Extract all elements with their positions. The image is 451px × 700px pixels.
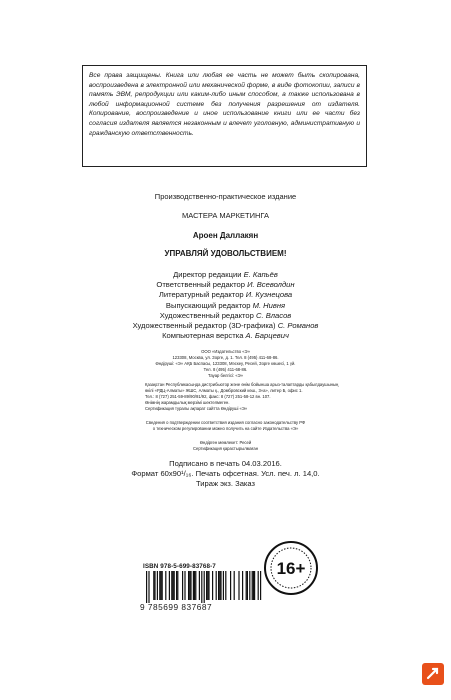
barcode-bar [220, 571, 221, 600]
print-line: Формат 60x90¹/₁₆. Печать офсетная. Усл. печ. л. 14,0. [131, 469, 320, 478]
barcode-bar [260, 571, 261, 600]
staff-credit-line [0, 270, 451, 280]
barcode-bar [199, 571, 200, 600]
barcode-bar [159, 571, 160, 600]
publisher-line: Тауар белгісі: «Э» [208, 372, 243, 378]
barcode-bar [223, 571, 224, 600]
barcode-bar [174, 571, 175, 600]
barcode-bar [216, 571, 217, 600]
barcode-bar [252, 571, 253, 600]
staff-role: Художественный редактор (3D-графика) [132, 321, 276, 331]
barcode-bar [182, 571, 183, 600]
barcode-bar [246, 571, 247, 600]
barcode-bar [195, 571, 196, 600]
barcode-bar [157, 571, 158, 600]
publisher-line: 123308, Москва, ул. Зорге, д. 1. Тел. 8 (495) 411-68-86. [172, 354, 279, 360]
barcode-bar [247, 571, 248, 600]
staff-role: Литературный редактор [158, 290, 244, 300]
barcode-bar [201, 571, 202, 603]
origin-info [0, 440, 451, 452]
barcode [143, 571, 265, 603]
publisher-logo-icon [422, 663, 444, 685]
law-line: о техническом регулировании можно получить на сайте Издательства «Э» [152, 425, 299, 431]
barcode-bar [218, 571, 219, 600]
publisher-line: ООО «Издательство «Э» [201, 349, 250, 354]
staff-name: И. Всеволдин [247, 280, 295, 290]
barcode-bar [146, 571, 147, 603]
staff-credit-line [0, 290, 451, 300]
barcode-bar [206, 571, 207, 600]
staff-role: Художественный редактор [159, 310, 254, 320]
barcode-bar [219, 571, 220, 600]
barcode-bar [193, 571, 194, 600]
staff-role: Ответственный редактор [156, 280, 245, 290]
barcode-bar [189, 571, 190, 600]
staff-role: Выпускающий редактор [165, 300, 251, 310]
barcode-bar [258, 571, 259, 600]
staff-role: Компьютерная верстка [162, 331, 244, 341]
law-line: Сведения о подтверждении соответствия издания согласно законодательству РФ [145, 420, 306, 425]
origin-line: Сертификация қарастырылмаған [192, 445, 259, 451]
staff-name: С. Власов [256, 310, 292, 320]
barcode-bar [162, 571, 163, 600]
barcode-bar [153, 571, 154, 600]
copyright-notice: Все права защищены. Книга или любая ее часть не может быть скопирована, воспроизведена в электронной или механической форме, в виде фотокопии, записи в память ЭВМ, репродукции или каким-либо иным способом, а также использована в любой информационной системе без получения разрешения от издателя. Копирование, воспроизведение и иное использование книги или ее части без согласия издателя является незаконным и влечет уголовную, административную и гражданскую ответственность. [89, 72, 360, 137]
isbn-label: ISBN 978-5-699-83768-7 [143, 563, 216, 570]
kz-line: Қазақстан Республикасында дистрибьютор және өнім бойынша арыз-талаптарды қабылдаушының [145, 382, 339, 387]
staff-name: М. Нивня [252, 300, 286, 310]
print-info [0, 459, 451, 489]
barcode-bar [188, 571, 189, 600]
staff-credit-line [0, 280, 451, 290]
staff-credit-line [0, 311, 451, 321]
staff-name: И. Кузнецова [245, 290, 293, 300]
barcode-bar [154, 571, 155, 600]
kz-line: Тел.: 8 (727) 251-59-89/90/91/92, факс: 8 (727) 251-58-12 вн. 107. [145, 393, 271, 399]
origin-line: Өндірген мемлекет: Ресей [199, 440, 252, 445]
print-line: Подписано в печать 04.03.2016. [169, 459, 282, 468]
barcode-bar [172, 571, 173, 600]
certification-info [0, 420, 451, 432]
series-name: МАСТЕРА МАРКЕТИНГА [182, 211, 269, 220]
print-line: Тираж экз. Заказ [195, 479, 256, 488]
barcode-digits: 9 785699 837687 [140, 602, 213, 612]
kz-line: Өнімнің жарамдылық мерзімі шектелмеген. [145, 399, 230, 405]
barcode-bar [208, 571, 209, 600]
staff-name: А. Барцевич [245, 331, 289, 341]
barcode-bar [249, 571, 250, 600]
staff-credits [0, 270, 451, 341]
barcode-bar [230, 571, 231, 600]
barcode-bar [225, 571, 226, 600]
age-rating-text: 16+ [276, 559, 306, 578]
edition-type: Производственно-практическое издание [154, 192, 297, 201]
copyright-box [82, 65, 367, 167]
staff-name: Е. Капьёв [243, 270, 278, 279]
publisher-logo [422, 663, 444, 685]
staff-name: С. Романов [277, 321, 319, 331]
publisher-line: Тел. 8 (495) 411-68-86. [203, 366, 248, 372]
barcode-bar [242, 571, 243, 600]
barcode-bar [169, 571, 170, 600]
publisher-info [0, 349, 451, 379]
barcode-bar [177, 571, 178, 600]
staff-role: Директор редакции [173, 270, 242, 279]
barcode-bar [204, 571, 205, 603]
barcode-bar [148, 571, 149, 603]
age-rating-icon [263, 540, 319, 596]
author-name: Ароен Даллакян [192, 231, 259, 240]
barcode-bar [238, 571, 239, 600]
barcode-bar [207, 571, 208, 600]
barcode-bar [165, 571, 166, 600]
barcode-bar [194, 571, 195, 600]
barcode-bar [254, 571, 255, 600]
barcode-bar [176, 571, 177, 600]
staff-credit-line [0, 331, 451, 341]
barcode-bar [184, 571, 185, 600]
barcode-bar [160, 571, 161, 600]
book-title: УПРАВЛЯЙ УДОВОЛЬСТВИЕМ! [164, 249, 287, 258]
barcode-bar [253, 571, 254, 600]
kz-distributor-info [145, 382, 338, 412]
kz-line: Сертификация туралы ақпарат сайтта Өндіруші «Э» [145, 405, 248, 411]
staff-credit-line [0, 301, 451, 311]
publisher-line: Өндіруші: «Э» АҚБ Баспасы, 123308, Мәскеу, Ресей, Зорге көшесі, 1 үй. [155, 360, 296, 366]
kz-line: өкілі «РДЦ-Алматы» ЖШС, Алматы қ., Домбровский көш., 3«а», литер Б, офис 1. [145, 387, 303, 393]
age-rating-badge [263, 540, 319, 596]
staff-credit-line [0, 321, 451, 331]
barcode-bar [171, 571, 172, 600]
barcode-bar [190, 571, 191, 600]
barcode-bar [234, 571, 235, 600]
barcode-bar [212, 571, 213, 600]
